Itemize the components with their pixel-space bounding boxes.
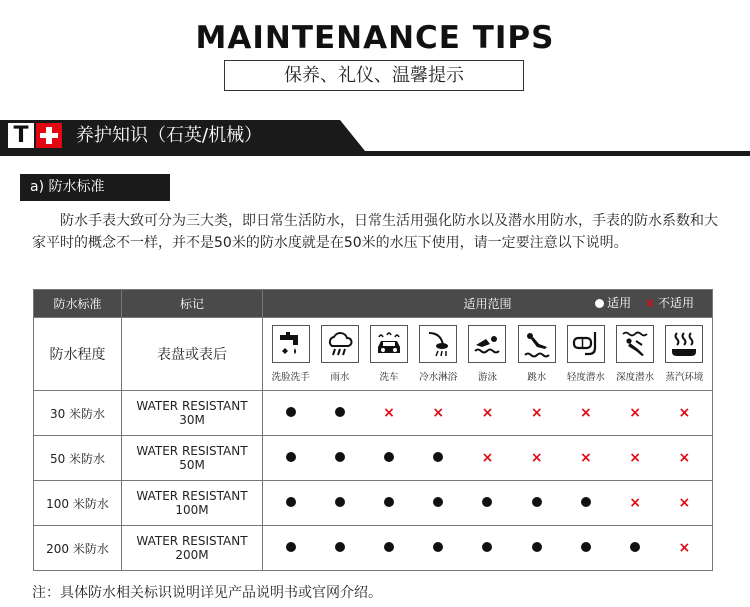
banner-underline — [0, 151, 750, 156]
not-suitable-x-icon: × — [678, 405, 691, 421]
shower-icon — [419, 325, 457, 363]
suitable-dot-icon — [316, 450, 364, 466]
table-icon-row — [34, 318, 713, 391]
legend — [595, 290, 694, 317]
snorkel-mask-icon — [567, 325, 605, 363]
not-suitable-x-icon: × — [580, 450, 592, 466]
intro-paragraph: 防水手表大致可分为三大类，即日常生活防水，日常生活用强化防水以及潜水用防水，手表的防水系数和大家平时的概念不一样，并不是50米的防水度就是在50米的水压下使用，请一定要注意以下说明。 — [32, 213, 718, 251]
legend-no-x-icon: × — [644, 296, 655, 310]
not-suitable-x-icon: × — [530, 405, 543, 421]
table-header-row — [34, 290, 713, 318]
not-suitable-x-icon: × — [678, 495, 691, 511]
suitable-dot-icon — [562, 540, 610, 556]
activity-icons-cell — [263, 318, 713, 391]
legend-no-label: 不适用 — [657, 296, 694, 310]
suitable-dot-icon — [365, 540, 413, 556]
not-suitable-x-icon: × — [530, 450, 543, 466]
activity-label: 冷水淋浴 — [419, 372, 458, 383]
not-suitable-x-icon: × — [432, 405, 445, 421]
activity-label: 蒸汽环境 — [665, 372, 704, 383]
row-label-marking: 表盘或表后 — [122, 318, 263, 391]
activity-1 — [316, 325, 364, 383]
activity-6 — [562, 325, 610, 383]
row-marking: WATER RESISTANT 50M — [122, 436, 263, 481]
row-marks — [263, 436, 713, 481]
header-standard: 防水标准 — [34, 290, 122, 318]
row-marks — [263, 481, 713, 526]
table-row — [34, 391, 713, 436]
deep-diver-icon — [616, 325, 654, 363]
not-suitable-x-icon: × — [629, 405, 641, 421]
banner-title: 养护知识（石英/机械） — [76, 125, 263, 146]
row-standard: 30 米防水 — [34, 391, 122, 436]
water-resistance-table — [33, 289, 713, 571]
suitable-dot-icon — [414, 495, 462, 511]
subtitle: 保养、礼仪、温馨提示 — [224, 60, 524, 91]
activity-label: 洗车 — [379, 372, 399, 383]
steam-icon — [665, 325, 703, 363]
header-range — [263, 290, 713, 318]
suitable-dot-icon — [267, 450, 315, 466]
activity-label: 轻度潜水 — [566, 372, 605, 383]
section-label: a) 防水标准 — [20, 174, 170, 201]
activity-label: 深度潜水 — [616, 372, 655, 383]
activity-5 — [513, 325, 561, 383]
rain-cloud-icon — [321, 325, 359, 363]
footnote: 注：具体防水相关标识说明详见产品说明书或官网介绍。 — [32, 585, 382, 601]
table-row — [34, 526, 713, 571]
table-row — [34, 481, 713, 526]
legend-ok-dot-icon — [595, 299, 604, 308]
not-suitable-x-icon: × — [629, 450, 641, 466]
row-marking: WATER RESISTANT 200M — [122, 526, 263, 571]
activity-label: 雨水 — [330, 372, 350, 383]
activity-3 — [414, 325, 462, 383]
activity-7 — [611, 325, 659, 383]
suitable-dot-icon — [316, 540, 364, 556]
row-standard: 100 米防水 — [34, 481, 122, 526]
activity-label: 游泳 — [477, 372, 497, 383]
suitable-dot-icon — [365, 450, 413, 466]
not-suitable-x-icon: × — [481, 405, 494, 421]
swimmer-icon — [468, 325, 506, 363]
suitable-dot-icon — [267, 495, 315, 511]
not-suitable-x-icon: × — [481, 450, 494, 466]
table-row — [34, 436, 713, 481]
activity-icon-strip — [263, 325, 712, 383]
row-marks — [263, 391, 713, 436]
not-suitable-x-icon: × — [580, 405, 592, 421]
suitable-dot-icon — [267, 540, 315, 556]
not-suitable-x-icon: × — [678, 450, 691, 466]
suitable-dot-icon — [267, 405, 315, 421]
row-standard: 200 米防水 — [34, 526, 122, 571]
row-marking: WATER RESISTANT 100M — [122, 481, 263, 526]
header-marking: 标记 — [122, 290, 263, 318]
row-marks — [263, 526, 713, 571]
activity-8 — [660, 325, 708, 383]
not-suitable-x-icon: × — [629, 495, 641, 511]
suitable-dot-icon — [316, 405, 364, 421]
suitable-dot-icon — [414, 450, 462, 466]
activity-2 — [365, 325, 413, 383]
suitable-dot-icon — [316, 495, 364, 511]
suitable-dot-icon — [513, 495, 561, 511]
activity-label: 跳水 — [527, 372, 547, 383]
suitable-dot-icon — [365, 495, 413, 511]
activity-4 — [463, 325, 511, 383]
diver-jump-icon — [518, 325, 556, 363]
section-banner — [0, 120, 750, 157]
activity-label: 洗脸洗手 — [271, 372, 310, 383]
suitable-dot-icon — [463, 495, 511, 511]
suitable-dot-icon — [611, 540, 659, 556]
suitable-dot-icon — [562, 495, 610, 511]
suitable-dot-icon — [414, 540, 462, 556]
row-standard: 50 米防水 — [34, 436, 122, 481]
row-marking: WATER RESISTANT 30M — [122, 391, 263, 436]
swiss-cross-icon — [36, 123, 62, 148]
page-title: MAINTENANCE TIPS — [195, 20, 555, 56]
suitable-dot-icon — [513, 540, 561, 556]
suitable-dot-icon — [463, 540, 511, 556]
car-wash-icon — [370, 325, 408, 363]
header-range-label: 适用范围 — [463, 297, 512, 311]
activity-0 — [267, 325, 315, 383]
legend-ok-label: 适用 — [607, 296, 632, 310]
faucet-icon — [272, 325, 310, 363]
not-suitable-x-icon: × — [678, 540, 691, 556]
not-suitable-x-icon: × — [383, 405, 395, 421]
row-label-standard: 防水程度 — [34, 318, 122, 391]
brand-logo-t: T — [8, 123, 34, 148]
